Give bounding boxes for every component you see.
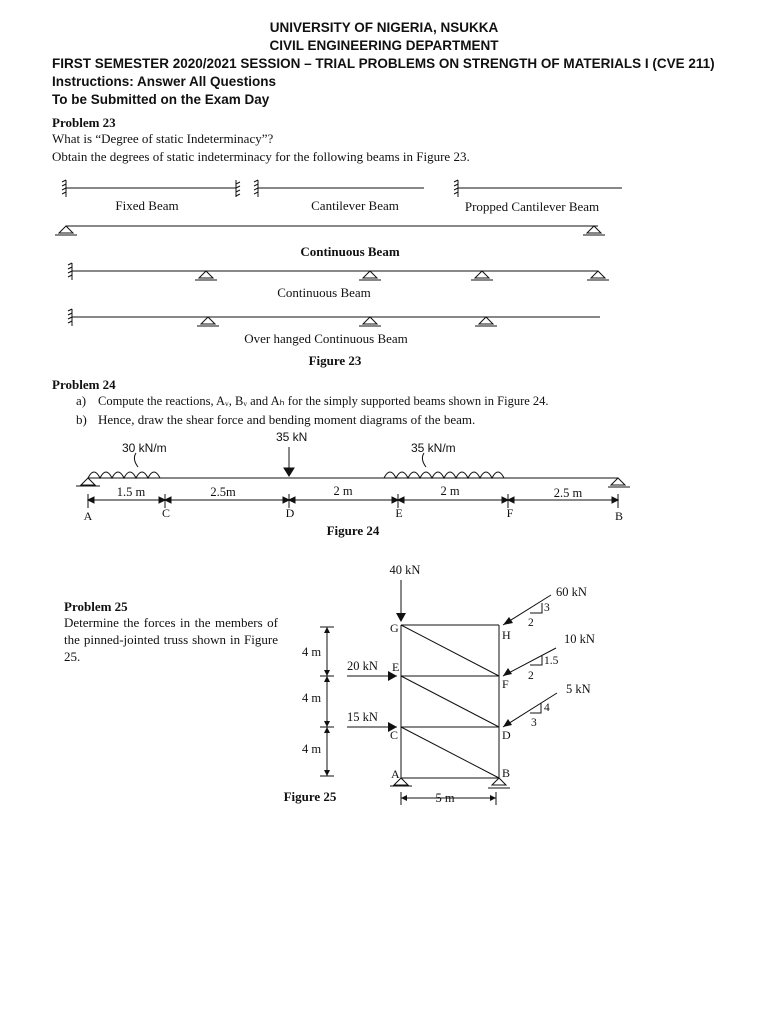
load-60kN: 60 kN xyxy=(556,585,587,599)
load-5kN: 5 kN xyxy=(566,682,591,696)
height-dim-1: 4 m xyxy=(302,645,322,659)
figure-23 xyxy=(0,0,768,380)
slope-5-horizontal: 3 xyxy=(531,717,537,729)
node-F: F xyxy=(502,677,509,691)
figure25-caption: Figure 25 xyxy=(283,789,337,804)
node-C: C xyxy=(390,728,399,742)
roller-support-icon xyxy=(608,478,630,487)
point-D: D xyxy=(285,506,295,520)
point-B: B xyxy=(614,509,624,523)
node-B: B xyxy=(502,766,511,780)
height-dim-2: 4 m xyxy=(302,691,322,705)
problem24-item-b: Hence, draw the shear force and bending moment diagrams of the beam. xyxy=(98,412,476,427)
problem24-title: Problem 24 xyxy=(52,377,116,392)
udl1-label: 30 kN/m xyxy=(122,441,167,455)
problem23-question1: What is “Degree of static Indeterminacy”? xyxy=(52,131,274,146)
pin-support-icon xyxy=(359,271,381,280)
pin-support-icon xyxy=(359,317,381,326)
pin-support-icon xyxy=(76,478,100,486)
slope-10-vertical: 1.5 xyxy=(544,655,559,667)
node-H: H xyxy=(502,628,511,642)
node-D: D xyxy=(502,728,511,742)
node-E: E xyxy=(392,660,400,674)
pin-support-icon xyxy=(587,271,609,280)
load-15kN: 15 kN xyxy=(347,710,378,724)
load-20kN: 20 kN xyxy=(347,659,378,673)
problem23-question2: Obtain the degrees of static indeterminacy for the following beams in Figure 23. xyxy=(52,149,470,164)
slope-60-vertical: 3 xyxy=(544,602,550,614)
pin-support-icon xyxy=(471,271,493,280)
load-40kN: 40 kN xyxy=(389,563,421,577)
instructions: Instructions: Answer All Questions xyxy=(52,74,277,89)
udl-30-icon xyxy=(88,472,160,478)
node-G: G xyxy=(390,621,399,635)
label-propped-beam: Propped Cantilever Beam xyxy=(464,199,600,214)
load-10kN: 10 kN xyxy=(564,632,595,646)
propped-fixed-support-icon xyxy=(454,180,458,197)
label-continuous-beam-1: Continuous Beam xyxy=(300,244,400,259)
dim-5: 2.5 m xyxy=(553,486,583,500)
height-dim-3: 4 m xyxy=(302,742,322,756)
udl2-label: 35 kN/m xyxy=(411,441,456,455)
label-fixed-beam: Fixed Beam xyxy=(115,198,179,213)
slope-5-vertical: 4 xyxy=(544,702,550,714)
problem23-title: Problem 23 xyxy=(52,115,116,130)
figure-25 xyxy=(0,555,768,815)
university-name: UNIVERSITY OF NIGERIA, NSUKKA xyxy=(269,20,499,35)
fixed-support-left-icon xyxy=(62,180,66,197)
slope-60-horizontal: 2 xyxy=(528,617,534,629)
problem24-item-a: Compute the reactions, Aᵥ, Bᵥ and Aₕ for the simply supported beams shown in Figure 24. xyxy=(98,394,549,408)
udl-35-icon xyxy=(384,472,504,478)
problem24-b-prefix: b) xyxy=(76,412,87,427)
dim-3: 2 m xyxy=(333,484,353,498)
label-cantilever-beam: Cantilever Beam xyxy=(311,198,399,213)
label-continuous-beam-2: Continuous Beam xyxy=(277,285,371,300)
dim-2: 2.5m xyxy=(210,485,236,499)
fixed-support-icon xyxy=(68,309,72,326)
cantilever-support-icon xyxy=(254,180,258,197)
pin-support-icon xyxy=(583,226,605,235)
point-F: F xyxy=(506,506,514,520)
pin-support-icon xyxy=(55,226,77,235)
problem25-text: Determine the forces in the members of the pinned-jointed truss shown in Figure 25. xyxy=(64,615,278,664)
problem24-a-prefix: a) xyxy=(76,393,87,408)
submission-note: To be Submitted on the Exam Day xyxy=(52,92,270,107)
dim-1: 1.5 m xyxy=(116,485,146,499)
node-A: A xyxy=(391,767,400,781)
point-A: A xyxy=(83,509,93,523)
problem25-title: Problem 25 xyxy=(64,599,128,614)
figure24-caption: Figure 24 xyxy=(326,523,380,538)
point-C: C xyxy=(161,506,171,520)
department-name: CIVIL ENGINEERING DEPARTMENT xyxy=(269,38,499,53)
pin-support-icon xyxy=(475,317,497,326)
label-overhanged-beam: Over hanged Continuous Beam xyxy=(244,331,408,346)
session-title: FIRST SEMESTER 2020/2021 SESSION – TRIAL PROBLEMS ON STRENGTH OF MATERIALS I (CVE 211) xyxy=(52,56,715,71)
figure23-caption: Figure 23 xyxy=(308,353,362,368)
dim-4: 2 m xyxy=(440,484,460,498)
width-dim: 5 m xyxy=(435,791,455,805)
point-E: E xyxy=(395,506,403,520)
fixed-support-right-icon xyxy=(236,180,240,197)
fixed-support-icon xyxy=(68,263,72,280)
slope-10-horizontal: 2 xyxy=(528,670,534,682)
pin-support-icon xyxy=(195,271,217,280)
point-load-label: 35 kN xyxy=(276,430,308,444)
figure-24 xyxy=(0,425,768,545)
pin-support-icon xyxy=(197,317,219,326)
